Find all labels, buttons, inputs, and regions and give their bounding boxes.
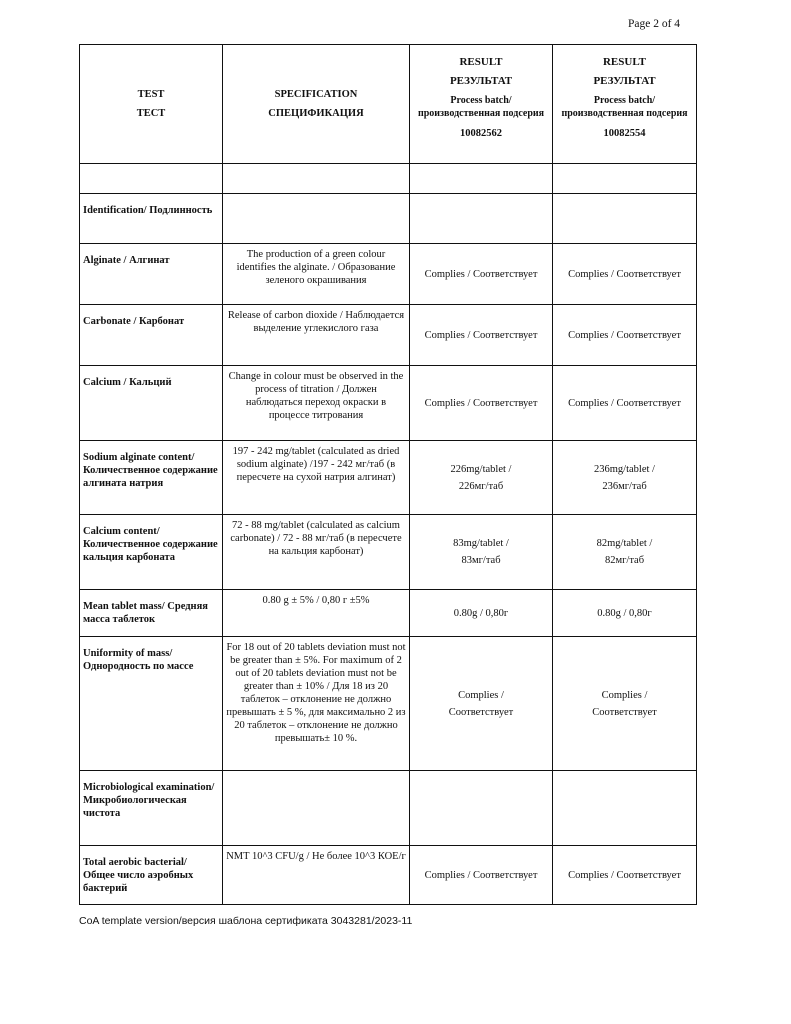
table-row (80, 244, 697, 305)
test-sodium-alginate: Sodium alginate content/ Количественное содержание алгината натрия (80, 441, 223, 515)
spacer-row (80, 164, 697, 194)
result-uniformity-1: Complies / Соответствует (410, 637, 553, 771)
table-row (80, 590, 697, 637)
result-calcium-1: Complies / Соответствует (410, 366, 553, 441)
template-version-footer: CoA template version/версия шаблона сертификата 3043281/2023-11 (79, 915, 413, 927)
result-alginate-2: Complies / Соответствует (553, 244, 697, 305)
spec-calcium: Change in colour must be observed in the process of titration / Должен наблюдаться переход окраски в процессе титрования (223, 366, 410, 441)
table-row (80, 305, 697, 366)
result-calcium-content-1: 83mg/tablet / 83мг/таб (410, 515, 553, 590)
table-row (80, 846, 697, 905)
header-test: TEST ТЕСТ (80, 45, 223, 164)
result-tamc-2: Complies / Соответствует (553, 846, 697, 905)
test-alginate: Alginate / Алгинат (80, 244, 223, 305)
table-row (80, 366, 697, 441)
test-calcium: Calcium / Кальций (80, 366, 223, 441)
test-mean-mass: Mean tablet mass/ Средняя масса таблеток (80, 590, 223, 637)
spec-uniformity: For 18 out of 20 tablets deviation must not be greater than ± 5%. For maximum of 2 out of 20 tablets deviation must not be greater than ± 10% / Для 18 из 20 таблеток – отклонение не должно превышать ± 5 %, для максимально 2 из 20 таблеток – отклонение не должно превышать± 10 %. (223, 637, 410, 771)
spec-alginate: The production of a green colour identifies the alginate. / Образование зеленого окрашивания (223, 244, 410, 305)
spec-carbonate: Release of carbon dioxide / Наблюдается выделение углекислого газа (223, 305, 410, 366)
test-identification: Identification/ Подлинность (80, 194, 223, 244)
result-tamc-1: Complies / Соответствует (410, 846, 553, 905)
result-sodium-alginate-2: 236mg/tablet / 236мг/таб (553, 441, 697, 515)
result-calcium-2: Complies / Соответствует (553, 366, 697, 441)
page-number: Page 2 of 4 (628, 18, 681, 30)
table-header-row (80, 45, 697, 164)
table-row (80, 515, 697, 590)
header-result-batch-1: RESULT РЕЗУЛЬТАТ Process batch/ производственная подсерия 10082562 (410, 45, 553, 164)
table-row (80, 194, 697, 244)
test-uniformity: Uniformity of mass/ Однородность по массе (80, 637, 223, 771)
table-row (80, 771, 697, 846)
spec-sodium-alginate: 197 - 242 mg/tablet (calculated as dried sodium alginate) /197 - 242 мг/таб (в пересчете на сухой натрия алгинат) (223, 441, 410, 515)
coa-results-table (79, 44, 697, 905)
result-uniformity-2: Complies / Соответствует (553, 637, 697, 771)
result-carbonate-2: Complies / Соответствует (553, 305, 697, 366)
result-calcium-content-2: 82mg/tablet / 82мг/таб (553, 515, 697, 590)
test-calcium-content: Calcium content/ Количественное содержание кальция карбоната (80, 515, 223, 590)
header-result-batch-2: RESULT РЕЗУЛЬТАТ Process batch/ производственная подсерия 10082554 (553, 45, 697, 164)
table-row (80, 441, 697, 515)
batch-number-1: 10082562 (460, 128, 502, 139)
result-alginate-1: Complies / Соответствует (410, 244, 553, 305)
test-carbonate: Carbonate / Карбонат (80, 305, 223, 366)
test-microbiological: Microbiological examination/ Микробиологическая чистота (80, 771, 223, 846)
spec-mean-mass: 0.80 g ± 5% / 0,80 г ±5% (223, 590, 410, 637)
result-mean-mass-2: 0.80g / 0,80г (553, 590, 697, 637)
result-carbonate-1: Complies / Соответствует (410, 305, 553, 366)
header-specification: SPECIFICATION СПЕЦИФИКАЦИЯ (223, 45, 410, 164)
result-mean-mass-1: 0.80g / 0,80г (410, 590, 553, 637)
batch-number-2: 10082554 (603, 128, 646, 139)
table-row (80, 637, 697, 771)
result-sodium-alginate-1: 226mg/tablet / 226мг/таб (410, 441, 553, 515)
spec-calcium-content: 72 - 88 mg/tablet (calculated as calcium carbonate) / 72 - 88 мг/таб (в пересчете на кальция карбонат) (223, 515, 410, 590)
test-tamc: Total aerobic bacterial/ Общее число аэробных бактерий (80, 846, 223, 905)
spec-tamc: NMT 10^3 CFU/g / Не более 10^3 КОЕ/г (223, 846, 410, 905)
